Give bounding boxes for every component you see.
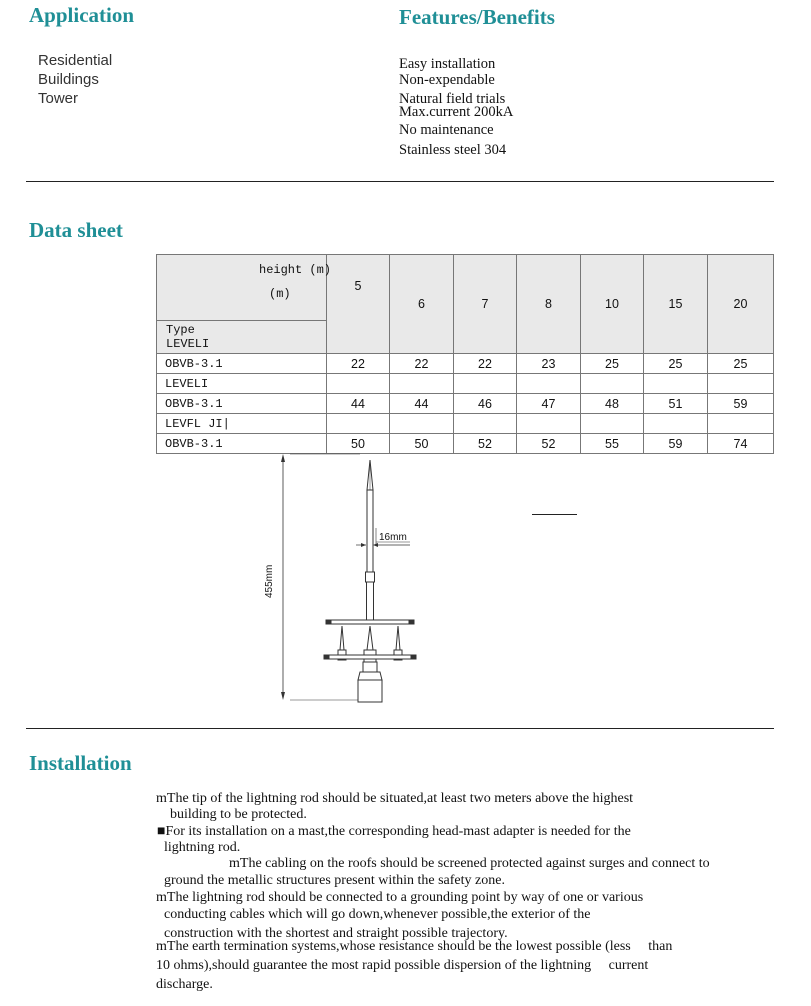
- installation-line: 10 ohms),should guarantee the most rapid possible dispersion of the lightning current: [156, 958, 649, 973]
- installation-line: mThe earth termination systems,whose resistance should be the lowest possible (less than: [156, 939, 673, 954]
- dimension-height-label: 455mm: [264, 564, 275, 598]
- installation-line: conducting cables which will go down,whenever possible,the exterior of the: [164, 907, 591, 922]
- value-cell: 25: [581, 354, 644, 374]
- feature-item: No maintenance: [399, 122, 494, 138]
- header-unit-label: (m): [269, 287, 291, 301]
- value-cell: 50: [390, 434, 454, 454]
- features-heading: Features/Benefits: [399, 5, 555, 29]
- installation-line: mThe lightning rod should be connected to a grounding point by way of one or various: [156, 890, 644, 905]
- installation-line: mThe tip of the lightning rod should be situated,at least two meters above the highest: [156, 791, 634, 806]
- value-cell: 52: [454, 434, 517, 454]
- value-cell: 44: [327, 394, 390, 414]
- installation-line: ■For its installation on a mast,the corresponding head-mast adapter is needed for the: [157, 824, 631, 839]
- installation-line: construction with the shortest and straight possible trajectory.: [164, 926, 508, 941]
- header-height-label: height (m): [259, 263, 332, 277]
- table-row: [157, 434, 774, 454]
- feature-item: Max.current 200kA: [399, 104, 514, 120]
- value-cell: 23: [517, 354, 581, 374]
- value-cell: 48: [581, 394, 644, 414]
- table-row: [157, 394, 774, 414]
- datasheet-heading: Data sheet: [29, 218, 123, 242]
- model-cell: OBVB-3.1: [157, 394, 327, 414]
- feature-item: Easy installation: [399, 56, 496, 72]
- value-cell: 22: [390, 354, 454, 374]
- data-sheet-table: [156, 254, 774, 454]
- application-item-tower: Tower: [38, 90, 79, 107]
- value-cell: 74: [708, 434, 774, 454]
- installation-line: discharge.: [156, 977, 213, 992]
- height-header: 7: [454, 255, 517, 354]
- model-cell: OBVB-3.1: [157, 434, 327, 454]
- type-label: Type: [166, 323, 195, 337]
- installation-line: mThe cabling on the roofs should be screened protected against surges and connect to: [229, 856, 710, 871]
- type-level-label: LEVELI: [166, 337, 210, 351]
- section-divider: [26, 181, 774, 182]
- feature-item: Natural field trials: [399, 91, 506, 107]
- application-heading: Application: [29, 3, 135, 27]
- height-header: 20: [708, 255, 774, 354]
- installation-line: ground the metallic structures present within the safety zone.: [164, 873, 505, 888]
- lightning-rod-drawing: [260, 450, 430, 710]
- installation-line: lightning rod.: [164, 840, 241, 855]
- header-label-cell: [157, 255, 332, 321]
- level-cell: LEVELI: [157, 374, 327, 394]
- table-row: [157, 354, 774, 374]
- value-cell: 25: [644, 354, 708, 374]
- section-divider: [26, 728, 774, 729]
- value-cell: 47: [517, 394, 581, 414]
- application-item-residential: Residential: [38, 52, 113, 69]
- height-header: 10: [581, 255, 644, 354]
- short-rule: [532, 514, 577, 515]
- feature-item: Non-expendable: [399, 72, 495, 88]
- value-cell: 50: [327, 434, 390, 454]
- height-header: 6: [390, 255, 454, 354]
- value-cell: 51: [644, 394, 708, 414]
- height-header: 5: [327, 255, 390, 354]
- table-row: [157, 374, 774, 394]
- feature-item: Stainless steel 304: [399, 142, 507, 158]
- level-cell: LEVFL JI|: [157, 414, 327, 434]
- value-cell: 44: [390, 394, 454, 414]
- value-cell: 52: [517, 434, 581, 454]
- value-cell: 22: [454, 354, 517, 374]
- height-header: 8: [517, 255, 581, 354]
- dimension-diameter-label: 16mm: [379, 532, 407, 543]
- installation-heading: Installation: [29, 751, 132, 775]
- value-cell: 25: [708, 354, 774, 374]
- type-label-cell: [157, 321, 327, 354]
- value-cell: 59: [708, 394, 774, 414]
- table-row: [157, 414, 774, 434]
- value-cell: 59: [644, 434, 708, 454]
- height-header: 15: [644, 255, 708, 354]
- model-cell: OBVB-3.1: [157, 354, 327, 374]
- installation-line: building to be protected.: [170, 807, 307, 822]
- value-cell: 46: [454, 394, 517, 414]
- value-cell: 55: [581, 434, 644, 454]
- value-cell: 22: [327, 354, 390, 374]
- application-item-buildings: Buildings: [38, 71, 99, 88]
